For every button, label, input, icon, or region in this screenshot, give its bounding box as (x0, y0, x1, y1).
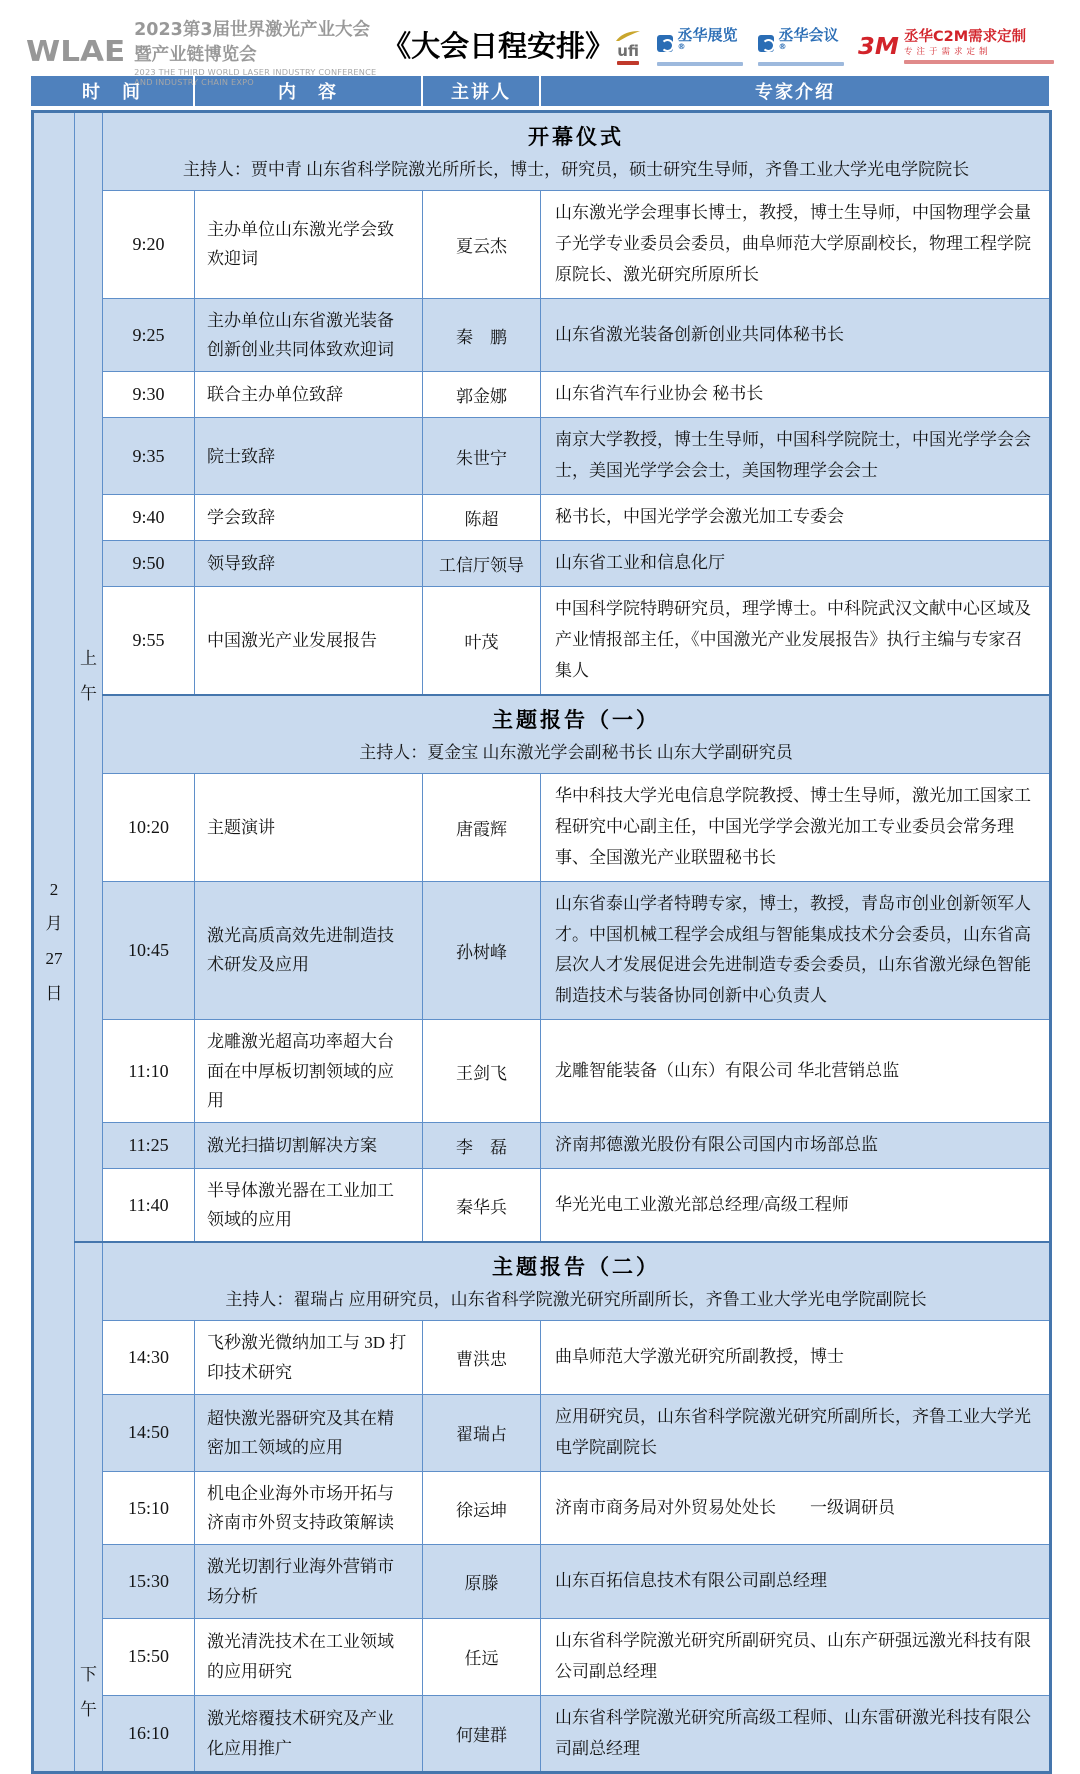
session-content: 中国激光产业发展报告 (195, 586, 423, 694)
ufi-label: ufi (617, 41, 639, 60)
session-content: 机电企业海外市场开拓与济南市外贸支持政策解读 (195, 1471, 423, 1544)
c2m-text-block (904, 30, 1054, 63)
session-row (33, 191, 1051, 299)
session-content: 主办单位山东省激光装备创新创业共同体致欢迎词 (195, 298, 423, 371)
session-speaker: 唐霞辉 (423, 773, 541, 881)
session-row (33, 1020, 1051, 1123)
session-intro: 济南邦德激光股份有限公司国内市场部总监 (541, 1123, 1051, 1169)
session-row (33, 541, 1051, 587)
col-header-content: 内 容 (193, 76, 421, 106)
session-row (33, 1168, 1051, 1242)
section-banner (103, 1242, 1051, 1321)
session-speaker: 翟瑞占 (423, 1394, 541, 1471)
zhenghua-meeting-label: 丞华会议® (778, 26, 839, 51)
registered-mark: ® (677, 42, 686, 51)
session-intro: 山东省科学院激光研究所高级工程师、山东雷研激光科技有限公司副总经理 (541, 1695, 1051, 1773)
session-row (33, 1321, 1051, 1394)
session-intro: 应用研究员，山东省科学院激光研究所副所长，齐鲁工业大学光电学院副院长 (541, 1394, 1051, 1471)
session-content: 超快激光器研究及其在精密加工领域的应用 (195, 1394, 423, 1471)
session-speaker: 秦 鹏 (423, 298, 541, 371)
session-row (33, 418, 1051, 495)
zhenghua-meeting-subtext-strip (758, 62, 844, 66)
session-content: 主题演讲 (195, 773, 423, 881)
session-intro: 秘书长，中国光学学会激光加工专委会 (541, 495, 1051, 541)
registered-mark: ® (778, 42, 787, 51)
session-speaker: 何建群 (423, 1695, 541, 1773)
zhenghua-meeting-logo (758, 28, 844, 66)
session-speaker: 秦华兵 (423, 1168, 541, 1242)
session-content: 激光熔覆技术研究及产业化应用推广 (195, 1695, 423, 1773)
session-time: 11:40 (103, 1168, 195, 1242)
session-row (33, 372, 1051, 418)
zhenghua-expo-subtext-strip (657, 62, 743, 66)
session-intro: 山东省汽车行业协会 秘书长 (541, 372, 1051, 418)
session-speaker: 原滕 (423, 1545, 541, 1618)
col-header-speaker: 主讲人 (421, 76, 539, 106)
session-row (33, 1618, 1051, 1695)
session-speaker: 陈超 (423, 495, 541, 541)
wlae-logo: WLAE (26, 34, 126, 69)
session-row (33, 586, 1051, 694)
session-content: 激光扫描切割解决方案 (195, 1123, 423, 1169)
session-time: 11:25 (103, 1123, 195, 1169)
session-time: 9:50 (103, 541, 195, 587)
session-row (33, 773, 1051, 881)
session-intro: 山东省泰山学者特聘专家，博士，教授，青岛市创业创新领军人才。中国机械工程学会成组与智能集成技术分会委员，山东省高层次人才发展促进会先进制造专委会委员，山东省激光绿色智能制造技术与装备协同创新中心负责人 (541, 881, 1051, 1020)
session-row (33, 298, 1051, 371)
session-time: 9:55 (103, 586, 195, 694)
session-speaker: 王剑飞 (423, 1020, 541, 1123)
session-intro: 南京大学教授，博士生导师，中国科学院院士，中国光学学会会士，美国光学学会会士，美国物理学会会士 (541, 418, 1051, 495)
table-header-row (31, 76, 1049, 106)
session-row (33, 1123, 1051, 1169)
session-row (33, 495, 1051, 541)
session-content: 飞秒激光微纳加工与 3D 打印技术研究 (195, 1321, 423, 1394)
date-cell: 2 月 27 日 (33, 112, 75, 1773)
session-content: 激光清洗技术在工业领域的应用研究 (195, 1618, 423, 1695)
period-cell: 下 午 (75, 1242, 103, 1773)
col-header-expert: 专家介绍 (539, 76, 1049, 106)
event-title-en: 2023 THE THIRD WORLD LASER INDUSTRY CONFERENCE AND INDUSTRY CHAIN EXPO (134, 67, 377, 87)
session-time: 9:30 (103, 372, 195, 418)
c2m-logo (859, 30, 1054, 63)
session-speaker: 叶茂 (423, 586, 541, 694)
session-intro: 龙雕智能装备（山东）有限公司 华北营销总监 (541, 1020, 1051, 1123)
session-content: 激光切割行业海外营销市场分析 (195, 1545, 423, 1618)
session-intro: 山东省激光装备创新创业共同体秘书长 (541, 298, 1051, 371)
session-row (33, 1545, 1051, 1618)
session-time: 14:50 (103, 1394, 195, 1471)
schedule-body (33, 112, 1051, 1773)
zhenghua-expo-logo (657, 28, 743, 66)
partner-logos (614, 16, 1054, 66)
session-content: 半导体激光器在工业加工领域的应用 (195, 1168, 423, 1242)
ufi-wing-icon (614, 30, 642, 42)
ufi-logo (614, 30, 642, 65)
session-speaker: 孙树峰 (423, 881, 541, 1020)
session-intro: 华光光电工业激光部总经理/高级工程师 (541, 1168, 1051, 1242)
session-row (33, 1394, 1051, 1471)
c2m-subtitle: 专注于需求定制 (904, 46, 992, 57)
page-header (0, 0, 1080, 87)
session-intro: 曲阜师范大学激光研究所副教授，博士 (541, 1321, 1051, 1394)
section-host: 主持人：夏金宝 山东激光学会副秘书长 山东大学副研究员 (359, 742, 793, 762)
session-time: 15:50 (103, 1618, 195, 1695)
session-row (33, 881, 1051, 1020)
session-speaker: 任远 (423, 1618, 541, 1695)
section-banner (103, 112, 1051, 191)
session-content: 联合主办单位致辞 (195, 372, 423, 418)
session-intro: 山东省工业和信息化厅 (541, 541, 1051, 587)
section-title: 开幕仪式 (528, 125, 624, 149)
session-speaker: 工信厅领导 (423, 541, 541, 587)
session-intro: 山东百拓信息技术有限公司副总经理 (541, 1545, 1051, 1618)
session-time: 11:10 (103, 1020, 195, 1123)
session-row (33, 1695, 1051, 1773)
event-title-cn: 2023第3届世界激光产业大会暨产业链博览会 (134, 20, 371, 65)
session-speaker: 李 磊 (423, 1123, 541, 1169)
session-speaker: 夏云杰 (423, 191, 541, 299)
section-host: 主持人：贾中青 山东省科学院激光所所长，博士，研究员，硕士研究生导师，齐鲁工业大学光电学院院长 (182, 160, 970, 179)
session-time: 15:30 (103, 1545, 195, 1618)
col-header-time: 时 间 (82, 82, 142, 103)
section-banner-row (33, 695, 1051, 774)
section-title: 主题报告（二） (492, 1255, 660, 1280)
zhenghua-expo-row (657, 28, 743, 58)
session-intro: 中国科学院特聘研究员，理学博士。中科院武汉文献中心区域及产业情报部主任，《中国激光产业发展报告》执行主编与专家召集人 (541, 586, 1051, 694)
session-content: 学会致辞 (195, 495, 423, 541)
session-content: 主办单位山东激光学会致欢迎词 (195, 191, 423, 299)
session-time: 10:20 (103, 773, 195, 881)
session-time: 9:35 (103, 418, 195, 495)
section-title: 主题报告（一） (492, 707, 660, 732)
session-content: 领导致辞 (195, 541, 423, 587)
schedule-table (31, 76, 1049, 1774)
zhenghua-meeting-row (758, 28, 844, 58)
ufi-subtext-strip (617, 61, 639, 65)
session-content: 院士致辞 (195, 418, 423, 495)
session-intro: 济南市商务局对外贸易处处长 一级调研员 (541, 1471, 1051, 1544)
session-time: 9:25 (103, 298, 195, 371)
session-content: 龙雕激光超高功率超大台面在中厚板切割领域的应用 (195, 1020, 423, 1123)
session-speaker: 徐运坤 (423, 1471, 541, 1544)
section-host: 主持人：翟瑞占 应用研究员，山东省科学院激光研究所副所长，齐鲁工业大学光电学院副院长 (225, 1290, 927, 1310)
section-banner-row (33, 1242, 1051, 1321)
session-speaker: 曹洪忠 (423, 1321, 541, 1394)
session-intro: 华中科技大学光电信息学院教授、博士生导师，激光加工国家工程研究中心副主任，中国光学学会激光加工专业委员会常务理事、全国激光产业联盟秘书长 (541, 773, 1051, 881)
c2m-mark-icon: 3M (858, 33, 899, 60)
session-time: 9:20 (103, 191, 195, 299)
session-time: 16:10 (103, 1695, 195, 1773)
zhenghua-meeting-icon (758, 35, 774, 52)
session-speaker: 郭金娜 (423, 372, 541, 418)
session-content: 激光高质高效先进制造技术研发及应用 (195, 881, 423, 1020)
c2m-label: 丞华C2M需求定制 (904, 29, 1027, 46)
session-intro: 山东激光学会理事长博士，教授，博士生导师，中国物理学会量子光学专业委员会委员，曲阜师范大学原副校长，物理工程学院原院长、激光研究所原所长 (541, 191, 1051, 299)
session-intro: 山东省科学院激光研究所副研究员、山东产研强远激光科技有限公司副总经理 (541, 1618, 1051, 1695)
c2m-subtext-strip (904, 60, 1054, 64)
session-time: 10:45 (103, 881, 195, 1020)
session-row (33, 1471, 1051, 1544)
schedule-grid (31, 110, 1052, 1774)
section-banner-row (33, 112, 1051, 191)
session-speaker: 朱世宁 (423, 418, 541, 495)
period-cell: 上 午 (75, 112, 103, 1243)
page-title: 《大会日程安排》 (382, 29, 615, 63)
section-banner (103, 695, 1051, 774)
zhenghua-expo-label: 丞华展览® (677, 26, 738, 51)
session-time: 14:30 (103, 1321, 195, 1394)
session-time: 9:40 (103, 495, 195, 541)
zhenghua-expo-icon (657, 35, 673, 52)
session-time: 15:10 (103, 1471, 195, 1544)
